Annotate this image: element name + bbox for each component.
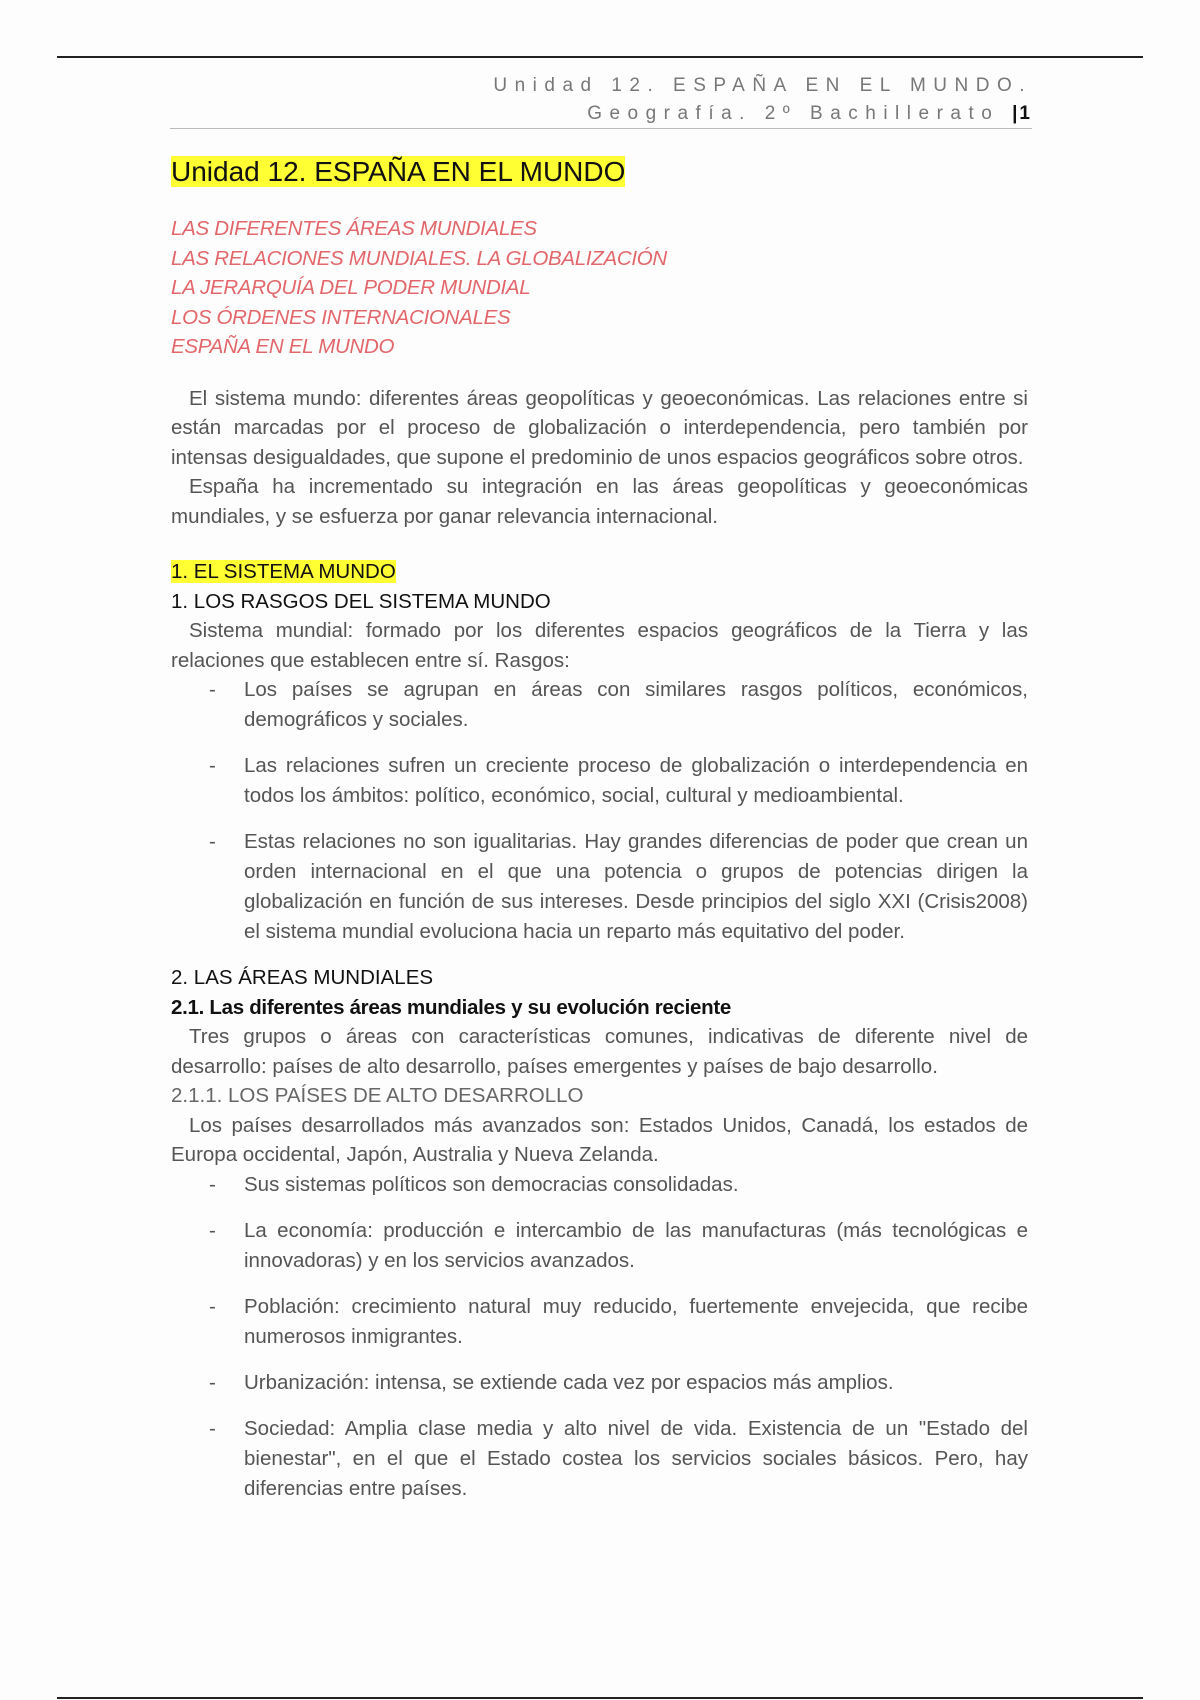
- list-item: [171, 1292, 1028, 1352]
- bottom-rule: [57, 1697, 1143, 1699]
- list-item-text: La economía: producción e intercambio de las manufacturas (más tecnológicas e innovadoras) y en los servicios avanzados.: [244, 1218, 1028, 1272]
- bullet-marker: -: [209, 1172, 216, 1196]
- bullet-list: [171, 675, 1028, 947]
- table-of-contents: [171, 214, 1028, 362]
- page-header: [170, 72, 1032, 128]
- section-heading-highlight: 1. EL SISTEMA MUNDO: [171, 560, 396, 583]
- body-paragraph: Tres grupos o áreas con características comunes, indicativas de diferente nivel de desarrollo: países de alto desarrollo, países emergentes y países de bajo desarrollo.: [171, 1025, 1028, 1078]
- toc-item: ESPAÑA EN EL MUNDO: [171, 335, 395, 358]
- header-page-separator: |: [1012, 103, 1020, 124]
- bullet-list: [171, 1170, 1028, 1504]
- document-title: [171, 152, 1028, 192]
- bullet-marker: -: [209, 678, 216, 701]
- page-number: 1: [1019, 103, 1032, 124]
- bullet-marker: -: [209, 1370, 216, 1394]
- top-rule: [57, 56, 1143, 58]
- title-highlight: Unidad 12. ESPAÑA EN EL MUNDO: [171, 156, 626, 187]
- list-item: [171, 1368, 1028, 1398]
- bullet-marker: -: [209, 1218, 216, 1242]
- list-item-text: Estas relaciones no son igualitarias. Hay grandes diferencias de poder que crean un orden internacional en el que una potencia o grupos de potencias dirigen la globalización en función de sus intereses. Desde principios del siglo XXI (Crisis2008) el sistema mundial evoluciona hacia un reparto más equitativo del poder.: [244, 830, 1028, 943]
- list-item-text: Urbanización: intensa, se extiende cada vez por espacios más amplios.: [244, 1370, 894, 1394]
- bullet-marker: -: [209, 830, 216, 853]
- list-item-text: Población: crecimiento natural muy reducido, fuertemente envejecida, que recibe numerosos inmigrantes.: [244, 1294, 1028, 1348]
- list-item: [171, 751, 1028, 811]
- toc-item: LA JERARQUÍA DEL PODER MUNDIAL: [171, 276, 531, 299]
- list-item: [171, 1414, 1028, 1504]
- list-item: [171, 1170, 1028, 1200]
- list-item-text: Sus sistemas políticos son democracias consolidadas.: [244, 1172, 739, 1196]
- list-item: [171, 675, 1028, 735]
- header-rule: [170, 128, 1032, 129]
- toc-item: LAS DIFERENTES ÁREAS MUNDIALES: [171, 217, 537, 240]
- list-item: [171, 1216, 1028, 1276]
- subsection-heading: 1. LOS RASGOS DEL SISTEMA MUNDO: [171, 589, 551, 613]
- list-item-text: Los países se agrupan en áreas con similares rasgos políticos, económicos, demográficos y sociales.: [244, 678, 1028, 731]
- header-unit-title: Unidad 12. ESPAÑA EN EL MUNDO.: [493, 75, 1032, 96]
- list-item-text: Sociedad: Amplia clase media y alto nivel de vida. Existencia de un "Estado del bienestar", en el que el Estado costea los servicios sociales básicos. Pero, hay diferencias entre países.: [244, 1416, 1028, 1500]
- bullet-marker: -: [209, 754, 216, 777]
- section-heading: [171, 557, 1028, 587]
- subsubsection-heading: 2.1.1. LOS PAÍSES DE ALTO DESARROLLO: [171, 1084, 584, 1107]
- intro-paragraph: El sistema mundo: diferentes áreas geopolíticas y geoeconómicas. Las relaciones entre si están marcadas por el proceso de globalización o interdependencia, pero también por intensas desigualdades, que supone el predominio de unos espacios geográficos sobre otros.: [171, 386, 1028, 469]
- toc-item: LOS ÓRDENES INTERNACIONALES: [171, 305, 511, 329]
- body-paragraph: Los países desarrollados más avanzados son: Estados Unidos, Canadá, los estados de Europa occidental, Japón, Australia y Nueva Zelanda.: [171, 1113, 1028, 1166]
- document-body: [171, 152, 1028, 1520]
- list-item-text: Las relaciones sufren un creciente proceso de globalización o interdependencia en todos los ámbitos: político, económico, social, cultural y medioambiental.: [244, 754, 1028, 807]
- list-item: [171, 827, 1028, 947]
- body-paragraph: Sistema mundial: formado por los diferentes espacios geográficos de la Tierra y las relaciones que establecen entre sí. Rasgos:: [171, 619, 1028, 672]
- header-course: [170, 100, 1032, 128]
- bullet-marker: -: [209, 1416, 216, 1440]
- bullet-marker: -: [209, 1294, 216, 1318]
- subsection-heading: 2.1. Las diferentes áreas mundiales y su evolución reciente: [171, 995, 731, 1019]
- intro-paragraph: España ha incrementado su integración en las áreas geopolíticas y geoeconómicas mundiales, y se esfuerza por ganar relevancia internacional.: [171, 475, 1028, 528]
- section-heading: 2. LAS ÁREAS MUNDIALES: [171, 966, 434, 989]
- header-course-text: Geografía. 2º Bachillerato: [587, 103, 1000, 124]
- toc-item: LAS RELACIONES MUNDIALES. LA GLOBALIZACIÓN: [171, 246, 667, 270]
